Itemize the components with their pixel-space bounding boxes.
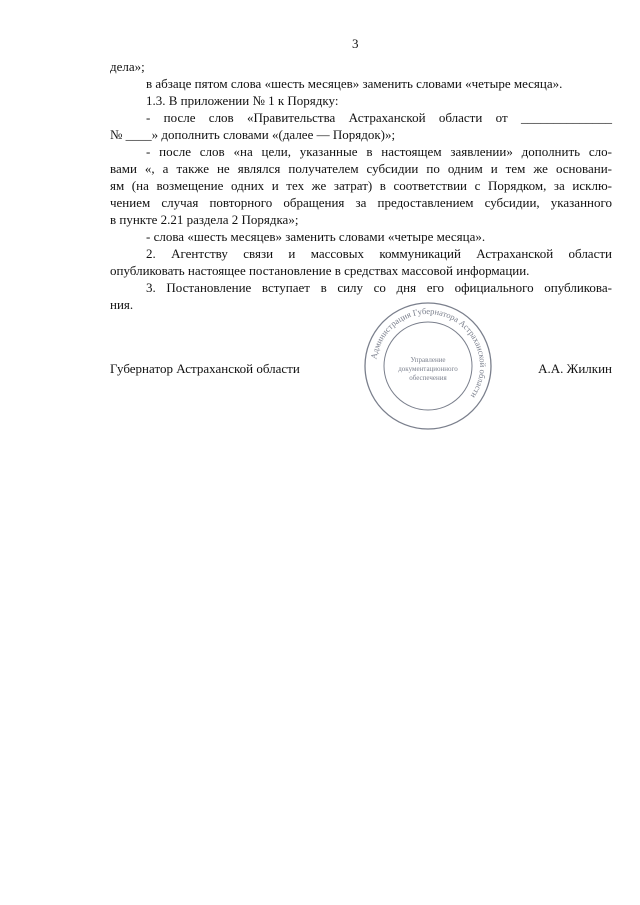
seal-center-text: Управление [410, 356, 446, 364]
text-line: в пункте 2.21 раздела 2 Порядка»; [110, 212, 299, 227]
signatory-name: А.А. Жилкин [538, 361, 612, 376]
text-line: ям (на возмещение одних и тех же затрат) в соответствии с Порядком, за исклю- [110, 178, 612, 193]
text-line: № ____» дополнить словами «(далее — Порядок)»; [110, 127, 396, 142]
signatory-title: Губернатор Астраханской области [110, 361, 300, 376]
text-line: чением случая повторного обращения за предоставлением субсидии, указанного [110, 195, 612, 210]
text-line: 3. Постановление вступает в силу со дня его официального опубликова- [146, 280, 612, 295]
page-number: 3 [352, 36, 359, 51]
text-line: опубликовать настоящее постановление в средствах массовой информации. [110, 263, 530, 278]
text-line: дела»; [110, 59, 145, 74]
seal-center-text: обеспечения [409, 374, 447, 382]
text-line: ния. [110, 297, 134, 312]
text-line: вами «, а также не являлся получателем субсидии по одним и тем же основани- [110, 161, 612, 176]
text-line: 2. Агентству связи и массовых коммуникаций Астраханской области [146, 246, 612, 261]
official-seal [362, 300, 494, 432]
seal-center-text: документационного [398, 365, 458, 373]
body-text [110, 58, 612, 313]
text-line: - слова «шесть месяцев» заменить словами «четыре месяца». [146, 229, 486, 244]
text-line: 1.3. В приложении № 1 к Порядку: [146, 93, 339, 108]
seal-ring-text: Администрация Губернатора Астраханской области [368, 305, 489, 401]
text-line: в абзаце пятом слова «шесть месяцев» заменить словами «четыре месяца». [146, 76, 563, 91]
text-line: - после слов «на цели, указанные в настоящем заявлении» дополнить сло- [146, 144, 612, 159]
text-line: - после слов «Правительства Астраханской области от ______________ [146, 110, 612, 125]
